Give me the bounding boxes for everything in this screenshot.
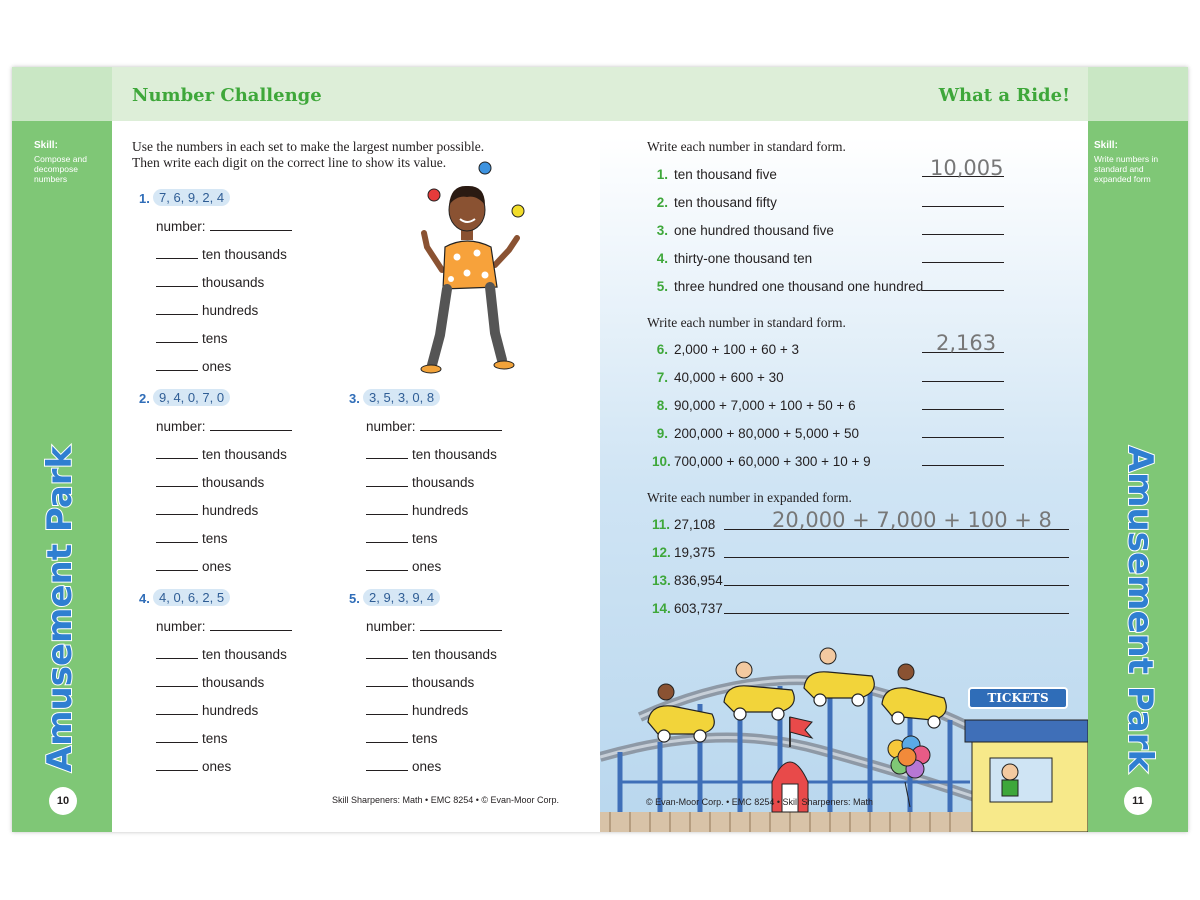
digit-set: 7, 6, 9, 2, 4 — [153, 189, 230, 206]
page-title: What a Ride! — [938, 85, 1070, 106]
problem-5: 5. 2, 9, 3, 9, 4 number: ten thousands thousands hundreds tens ones — [349, 591, 569, 781]
answer-line[interactable] — [922, 424, 1004, 438]
answer-line[interactable] — [724, 572, 1069, 586]
page-number: 10 — [49, 787, 77, 815]
answer-line[interactable] — [922, 277, 1004, 291]
answer-line[interactable] — [156, 647, 198, 659]
answer-line[interactable] — [156, 559, 198, 571]
answer-line[interactable] — [922, 452, 1004, 466]
digit-set: 2, 9, 3, 9, 4 — [363, 589, 440, 606]
exercise-item: 2. ten thousand fifty — [656, 195, 777, 210]
problem-2: 2. 9, 4, 0, 7, 0 number: ten thousands thousands hundreds tens ones — [139, 391, 359, 581]
red-ball — [428, 189, 440, 201]
answer-line[interactable] — [922, 249, 1004, 263]
exercise-item: 9. 200,000 + 80,000 + 5,000 + 50 — [656, 426, 860, 441]
exercise-item: 3. one hundred thousand five — [656, 223, 834, 238]
problem-4: 4. 4, 0, 6, 2, 5 number: ten thousands thousands hundreds tens ones — [139, 591, 359, 781]
page-footer: © Evan-Moor Corp. • EMC 8254 • Skill Sharpeners: Math — [646, 797, 874, 807]
example-answer: 2,163 — [936, 331, 997, 355]
digit-set: 9, 4, 0, 7, 0 — [153, 389, 230, 406]
left-sidebar — [12, 67, 112, 832]
skill-description: Compose and decompose numbers — [34, 154, 87, 184]
right-sidebar — [1088, 67, 1188, 832]
exercise-item: 8. 90,000 + 7,000 + 100 + 50 + 6 — [656, 398, 856, 413]
answer-line[interactable] — [156, 703, 198, 715]
instructions: Use the numbers in each set to make the largest number possible. Then write each digit on the correct line to show its value. — [132, 139, 485, 170]
answer-line[interactable] — [366, 559, 408, 571]
answer-line[interactable] — [366, 759, 408, 771]
skill-label: Skill: — [1094, 140, 1118, 151]
answer-line[interactable] — [922, 396, 1004, 410]
answer-line[interactable] — [366, 703, 408, 715]
answer-line[interactable] — [922, 193, 1004, 207]
number-answer-line[interactable] — [420, 619, 502, 631]
answer-line[interactable] — [366, 647, 408, 659]
number-answer-line[interactable] — [210, 219, 292, 231]
blue-ball — [479, 162, 491, 174]
digit-set: 4, 0, 6, 2, 5 — [153, 589, 230, 606]
answer-line[interactable] — [366, 531, 408, 543]
page-footer: Skill Sharpeners: Math • EMC 8254 • © Evan-Moor Corp. — [332, 795, 560, 805]
section-heading: Write each number in expanded form. — [647, 490, 852, 505]
answer-line[interactable] — [366, 503, 408, 515]
exercise-item: 10. 700,000 + 60,000 + 300 + 10 + 9 — [652, 454, 871, 469]
answer-line[interactable] — [724, 544, 1069, 558]
example-answer: 10,005 — [930, 156, 1004, 180]
skill-label: Skill: — [34, 140, 58, 151]
digit-set: 3, 5, 3, 0, 8 — [363, 389, 440, 406]
answer-line[interactable] — [156, 503, 198, 515]
answer-line[interactable] — [724, 600, 1069, 614]
exercise-item: 13. 836,954 — [652, 573, 723, 588]
vertical-unit-title: Amusement Park — [40, 445, 80, 773]
answer-line[interactable] — [156, 447, 198, 459]
answer-line[interactable] — [156, 531, 198, 543]
exercise-item: 12. 19,375 — [652, 545, 716, 560]
answer-line[interactable] — [156, 331, 198, 343]
exercise-item: 5. three hundred one thousand one hundred — [656, 279, 924, 294]
exercise-item: 4. thirty-one thousand ten — [656, 251, 813, 266]
answer-line[interactable] — [366, 675, 408, 687]
exercise-item: 1. ten thousand five — [656, 167, 777, 182]
problem-3: 3. 3, 5, 3, 0, 8 number: ten thousands thousands hundreds tens ones — [349, 391, 569, 581]
tickets-sign: TICKETS — [968, 687, 1068, 709]
answer-line[interactable] — [156, 275, 198, 287]
number-answer-line[interactable] — [210, 419, 292, 431]
answer-line[interactable] — [922, 221, 1004, 235]
number-row: number: — [156, 219, 292, 234]
answer-line[interactable] — [156, 675, 198, 687]
left-page — [12, 67, 600, 832]
example-answer: 20,000 + 7,000 + 100 + 8 — [772, 508, 1052, 532]
exercise-item: 11. 27,108 — [652, 517, 716, 532]
page-number: 11 — [1124, 787, 1152, 815]
number-answer-line[interactable] — [420, 419, 502, 431]
skill-description: Write numbers in standard and expanded form — [1094, 154, 1159, 184]
answer-line[interactable] — [156, 475, 198, 487]
answer-line[interactable] — [156, 759, 198, 771]
exercise-item: 7. 40,000 + 600 + 30 — [656, 370, 784, 385]
answer-line[interactable] — [156, 303, 198, 315]
problem-1: 1. 7, 6, 9, 2, 4 number: ten thousands thousands hundreds tens ones — [139, 191, 359, 381]
section-heading: Write each number in standard form. — [647, 315, 846, 330]
answer-line[interactable] — [366, 475, 408, 487]
answer-line[interactable] — [366, 447, 408, 459]
yellow-ball — [512, 205, 524, 217]
juggler-illustration — [407, 155, 537, 380]
answer-line[interactable] — [156, 247, 198, 259]
title-band — [112, 67, 600, 121]
exercise-item: 6. 2,000 + 100 + 60 + 3 — [656, 342, 799, 357]
answer-line[interactable] — [156, 731, 198, 743]
answer-line[interactable] — [156, 359, 198, 371]
section-heading: Write each number in standard form. — [647, 139, 846, 154]
right-page — [600, 67, 1188, 832]
title-band — [600, 67, 1088, 121]
number-answer-line[interactable] — [210, 619, 292, 631]
exercise-item: 14. 603,737 — [652, 601, 723, 616]
answer-line[interactable] — [922, 368, 1004, 382]
answer-line[interactable] — [366, 731, 408, 743]
page-title: Number Challenge — [132, 85, 322, 106]
vertical-unit-title: Amusement Park — [1120, 445, 1160, 773]
workbook-spread — [12, 67, 1188, 832]
